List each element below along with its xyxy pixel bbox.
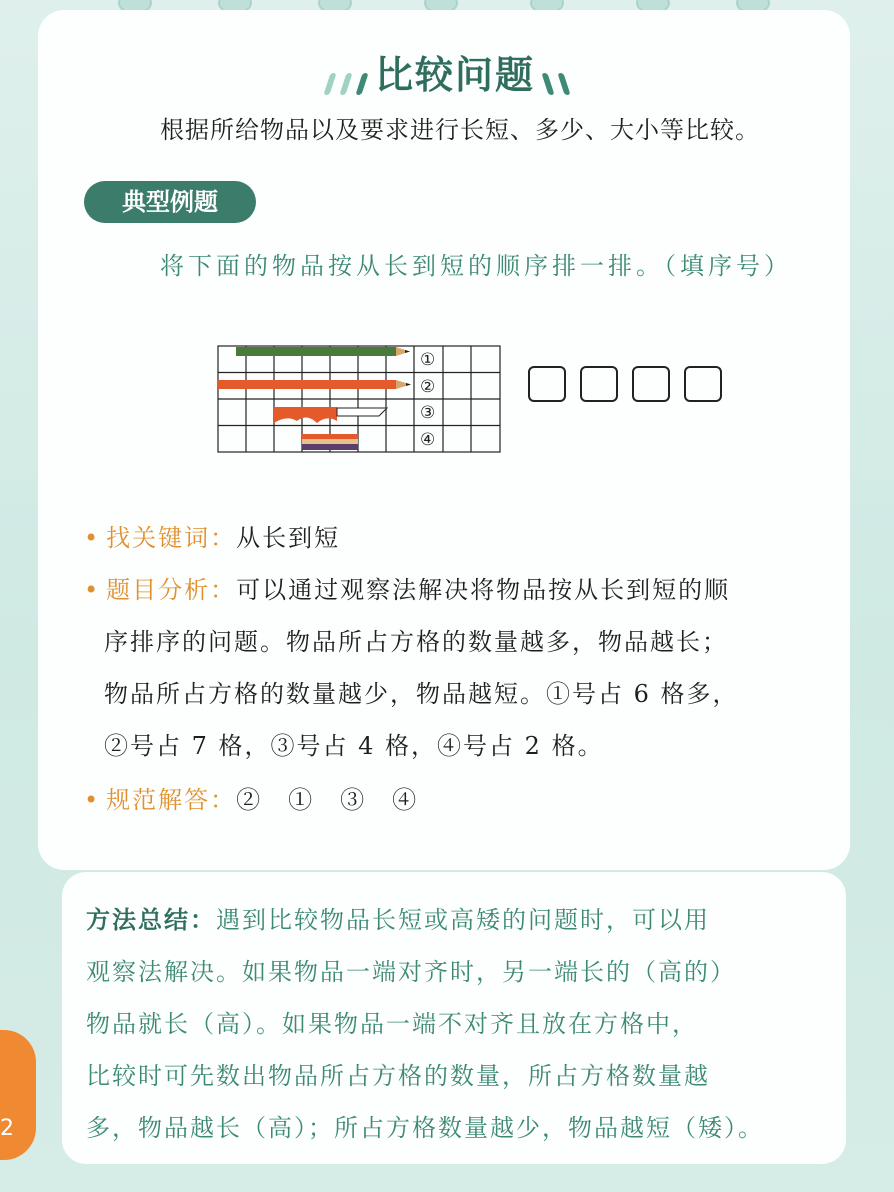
page-number: 2 [0,1116,14,1141]
analysis-section [84,564,730,616]
decoration [542,73,555,95]
answer-text: ② ① ③ ④ [236,786,419,814]
page-title [0,44,894,99]
analysis-line: 物品所占方格的数量越少，物品越短。①号占 6 格多， [104,680,739,708]
bullet-dot: • [84,786,101,814]
figure-label: ③ [420,403,436,423]
analysis-line: 可以通过观察法解决将物品按从长到短的顺 [236,576,731,604]
figure-label: ④ [420,430,436,450]
summary-line [86,894,806,946]
pencil-2 [218,380,411,389]
pencil-1 [236,347,410,356]
question-text: 将下面的物品按从长到短的顺序排一排。（填序号） [160,252,792,280]
answer-section [84,774,418,826]
bullet-dot: • [84,524,101,552]
keyword-text: 从长到短 [236,524,341,552]
answer-box[interactable] [632,366,670,402]
eraser-4 [302,434,358,450]
answer-boxes [528,366,722,402]
analysis-line: ②号占 7 格，③号占 4 格，④号占 2 格。 [104,732,604,760]
summary-line: 观察法解决。如果物品一端对齐时，另一端长的（高的） [86,958,736,986]
summary-text: 遇到比较物品长短或高矮的问题时，可以用 [216,906,710,934]
decoration [339,73,352,95]
summary-line: 多，物品越长（高）；所占方格数量越少，物品越短（矮）。 [86,1114,764,1142]
summary-line: 物品就长（高）。如果物品一端不对齐且放在方格中， [86,1010,698,1038]
bullet-dot: • [84,576,101,604]
figure-label: ② [420,377,436,397]
answer-label: 规范解答： [106,786,237,814]
figure-label: ① [420,350,436,370]
keyword-section [84,512,340,564]
grid-figure [217,345,501,455]
summary-line: 比较时可先数出物品所占方格的数量，所占方格数量越 [86,1062,710,1090]
keyword-label: 找关键词： [106,524,237,552]
decoration [558,73,571,95]
example-label: 典型例题 [84,181,256,223]
decoration [355,73,368,95]
answer-box[interactable] [684,366,722,402]
grid-lines [218,346,500,452]
answer-box[interactable] [528,366,566,402]
decoration [323,73,336,95]
analysis-label: 题目分析： [106,576,237,604]
title-text: 比较问题 [374,53,535,97]
intro-text: 根据所给物品以及要求进行长短、多少、大小等比较。 [160,116,760,144]
analysis-line: 序排序的问题。物品所占方格的数量越多，物品越长； [104,628,728,656]
method-summary [86,894,806,1154]
answer-box[interactable] [580,366,618,402]
summary-label: 方法总结： [86,906,216,934]
